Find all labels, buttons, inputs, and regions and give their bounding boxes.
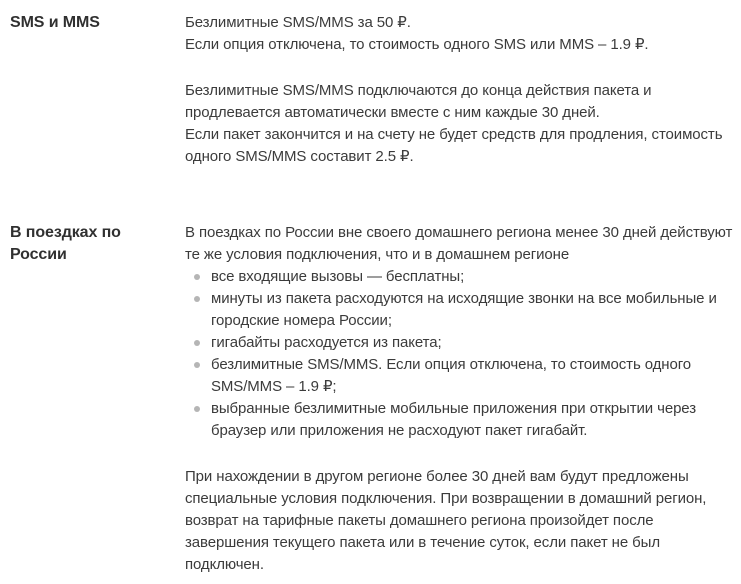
section-content-sms-mms xyxy=(185,12,739,168)
bullet-dot-icon xyxy=(194,362,200,368)
bullet-dot-icon xyxy=(194,406,200,412)
list-item-text: безлимитные SMS/MMS. Если опция отключена, то стоимость одного SMS/MMS – 1.9 ₽; xyxy=(211,356,691,395)
section-content-travel-russia xyxy=(185,222,739,576)
sms-price-paragraph xyxy=(185,12,739,56)
travel-outro-paragraph: При нахождении в другом регионе более 30 дней вам будут предложены специальные условия подключения. При возвращении в домашний регион, возврат на тарифные пакеты домашнего региона произойдет после завершения текущего пакета или в течение суток, если пакет не был подключен. xyxy=(185,468,707,573)
bullet-dot-icon xyxy=(194,296,200,302)
bullet-dot-icon xyxy=(194,340,200,346)
list-item-text: все входящие вызовы — бесплатны; xyxy=(211,268,465,285)
list-item xyxy=(185,354,739,398)
travel-conditions-list xyxy=(185,266,739,442)
paragraph-line: Безлимитные SMS/MMS подключаются до конца действия пакета и продлевается автоматически вместе с ним каждые 30 дней. xyxy=(185,82,652,121)
list-item xyxy=(185,266,739,288)
list-item-text: выбранные безлимитные мобильные приложения при открытии через браузер или приложения не расходуют пакет гигабайт. xyxy=(211,400,696,439)
list-item xyxy=(185,288,739,332)
list-item-text: гигабайты расходуется из пакета; xyxy=(211,334,442,351)
list-item xyxy=(185,332,739,354)
paragraph-line: Если пакет закончится и на счету не будет средств для продления, стоимость одного SMS/MMS составит 2.5 ₽. xyxy=(185,126,723,165)
paragraph-line: Если опция отключена, то стоимость одного SMS или MMS – 1.9 ₽. xyxy=(185,36,649,53)
section-travel-russia xyxy=(10,222,739,576)
bullet-dot-icon xyxy=(194,274,200,280)
list-item-text: минуты из пакета расходуются на исходящие звонки на все мобильные и городские номера России; xyxy=(211,290,717,329)
paragraph-line: Безлимитные SMS/MMS за 50 ₽. xyxy=(185,14,411,31)
section-sms-mms xyxy=(10,12,739,168)
section-label-travel-russia: В поездках по России xyxy=(10,224,121,263)
section-label-sms-mms: SMS и MMS xyxy=(10,14,100,31)
travel-intro-paragraph: В поездках по России вне своего домашнего региона менее 30 дней действуют те же условия подключения, что и в домашнем регионе xyxy=(185,224,733,263)
list-item xyxy=(185,398,739,442)
sms-renewal-paragraph xyxy=(185,80,739,168)
